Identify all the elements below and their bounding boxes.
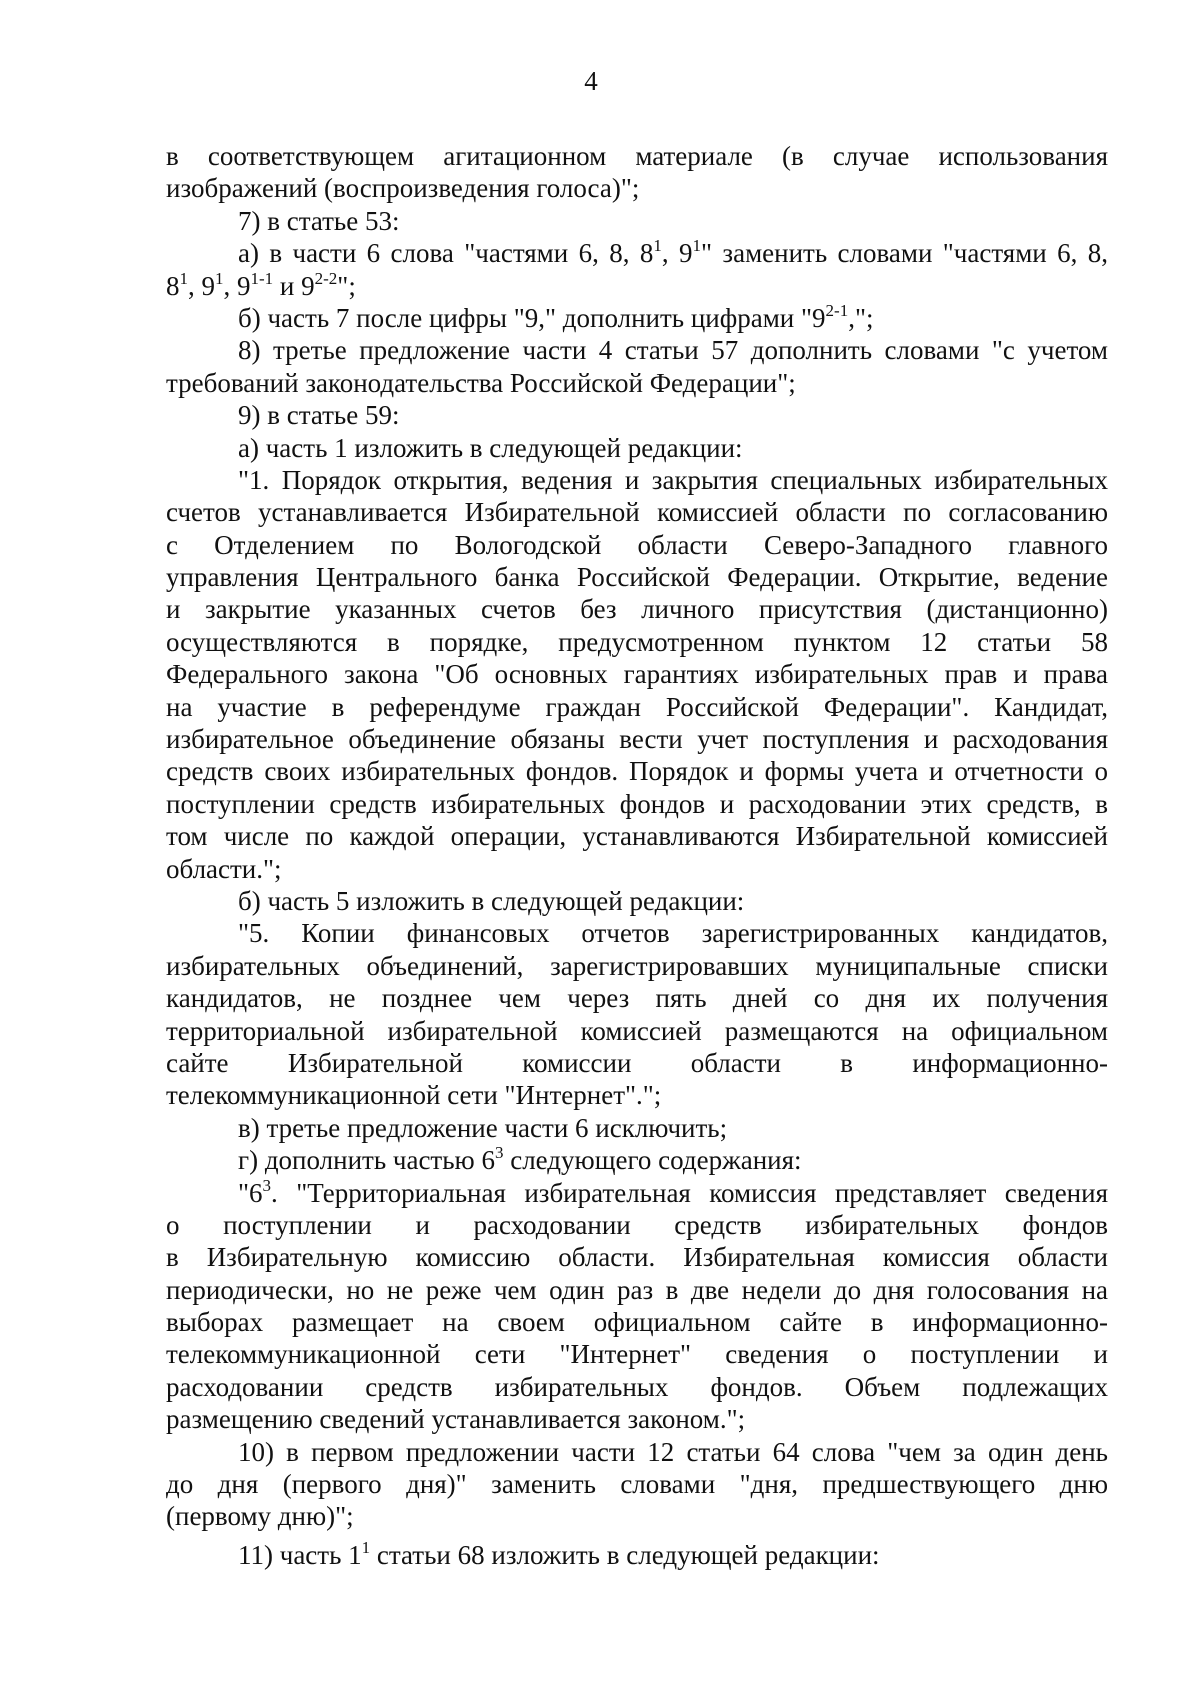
text-line: 7) в статье 53: — [238, 205, 400, 236]
text-line: и закрытие указанных счетов без личного присутствия (дистанционно) — [166, 594, 1108, 625]
text-line: в) третье предложение части 6 исключить; — [238, 1112, 728, 1143]
text-line: телекоммуникационной сети "Интернет" сведения о поступлении и — [166, 1339, 1108, 1370]
text-line: в Избирательную комиссию области. Избирательная комиссия области — [166, 1242, 1108, 1273]
text-line: счетов устанавливается Избирательной комиссией области по согласованию — [166, 497, 1108, 528]
text-line: а) часть 1 изложить в следующей редакции: — [238, 432, 743, 463]
text-line: выборах размещает на своем официальном сайте в информационно- — [166, 1307, 1108, 1338]
text-line: 8) третье предложение части 4 статьи 57 дополнить словами "с учетом — [238, 335, 1108, 366]
text-line: до дня (первого дня)" заменить словами "дня, предшествующего дню — [166, 1469, 1108, 1500]
text-line: территориальной избирательной комиссией размещаются на официальном — [166, 1015, 1108, 1046]
text-line: "$6^3$. "Территориальная избирательная комиссия представляет сведения — [238, 1175, 1108, 1208]
text-line: о поступлении и расходовании средств избирательных фондов — [166, 1209, 1108, 1240]
text-line: сайте Избирательной комиссии области в информационно- — [166, 1047, 1108, 1078]
text-line: управления Центрального банка Российской Федерации. Открытие, ведение — [166, 562, 1108, 593]
text-line: г) дополнить частью $6^3$ следующего содержания: — [238, 1143, 802, 1176]
text-line: телекоммуникационной сети "Интернет"."; — [166, 1080, 662, 1111]
text-line: размещению сведений устанавливается законом."; — [166, 1404, 746, 1435]
text-line: осуществляются в порядке, предусмотренном пунктом 12 статьи 58 — [166, 626, 1108, 657]
document-body — [166, 140, 1108, 1571]
text-line: (первому дню)"; — [166, 1501, 354, 1532]
text-line: области."; — [166, 853, 282, 884]
text-line: б) часть 7 после цифры "9," дополнить цифрами "9$^{2-1}$,"; — [238, 300, 874, 333]
text-line: б) часть 5 изложить в следующей редакции: — [238, 885, 745, 916]
text-line: изображений (воспроизведения голоса)"; — [166, 173, 640, 204]
text-line: 10) в первом предложении части 12 статьи 64 слова "чем за один день — [238, 1436, 1108, 1467]
text-line: избирательных объединений, зарегистрировавших муниципальные списки — [166, 950, 1108, 981]
text-line: избирательное объединение обязаны вести учет поступления и расходования — [166, 724, 1108, 755]
text-line: 11) часть $1^1$ статьи 68 изложить в следующей редакции: — [238, 1537, 880, 1570]
text-line: а) в части 6 слова "частями 6, 8, $8^1$, $9^1$" заменить словами "частями 6, 8, — [238, 236, 1109, 269]
text-line: расходовании средств избирательных фондов. Объем подлежащих — [166, 1371, 1108, 1402]
text-line: "5. Копии финансовых отчетов зарегистрированных кандидатов, — [238, 918, 1108, 949]
text-line: кандидатов, не позднее чем через пять дней со дня их получения — [166, 983, 1108, 1014]
text-line: "1. Порядок открытия, ведения и закрытия специальных избирательных — [238, 464, 1108, 495]
page-number: 4 — [584, 66, 598, 96]
text-line: требований законодательства Российской Федерации"; — [166, 367, 796, 398]
text-line: в соответствующем агитационном материале (в случае использования — [166, 141, 1108, 171]
text-line: с Отделением по Вологодской области Северо-Западного главного — [166, 529, 1108, 560]
text-line: Федерального закона "Об основных гарантиях избирательных прав и права — [166, 659, 1108, 690]
text-line: периодически, но не реже чем один раз в две недели до дня голосования на — [166, 1274, 1108, 1305]
text-line: средств своих избирательных фондов. Порядок и формы учета и отчетности о — [166, 756, 1108, 787]
text-line: поступлении средств избирательных фондов и расходовании этих средств, в — [166, 788, 1108, 819]
text-line: $8^1$, $9^1$, 9$^{1-1}$ и 9$^{2-2}$"; — [166, 268, 356, 301]
text-line: 9) в статье 59: — [238, 400, 400, 431]
text-line: на участие в референдуме граждан Российской Федерации". Кандидат, — [166, 691, 1108, 722]
text-line: том числе по каждой операции, устанавливаются Избирательной комиссией — [166, 821, 1108, 852]
